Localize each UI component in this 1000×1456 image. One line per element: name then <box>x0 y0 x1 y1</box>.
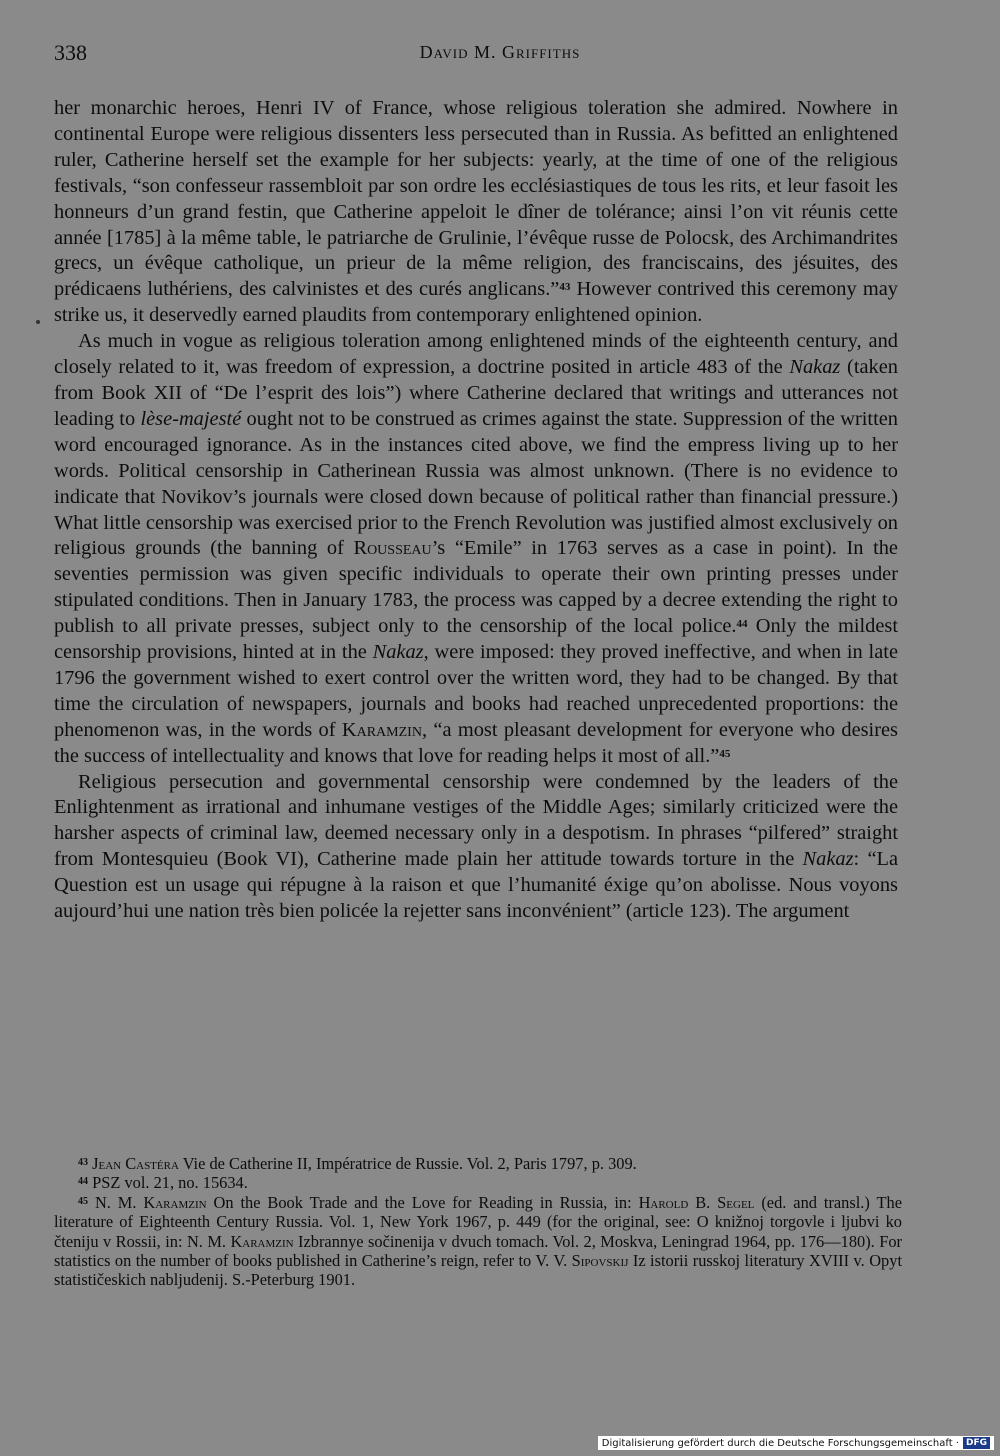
paragraph-1 <box>54 96 898 329</box>
footnote-author: Jean Castéra <box>92 1154 179 1173</box>
digitization-footer <box>598 1436 994 1450</box>
nakaz-title: Nakaz <box>802 848 854 871</box>
paragraph-3 <box>54 770 898 925</box>
footnote-text: Izbrannye sočinenija v dvuch tomach. Vol. 2, Moskva, Leningrad 1964, pp. 176—180). For statistics on the number of books published in Catherine’s reign, refer to V. V. <box>54 1231 902 1271</box>
digitization-note: Digitalisierung gefördert durch die Deutsche Forschungsgemeinschaft · <box>601 1437 959 1449</box>
footnote-author: N. M. Karamzin <box>94 1192 207 1212</box>
footnote-text: On the Book Trade and the Love for Reading in Russia, in: <box>206 1192 639 1212</box>
paragraph-2-text-b: (taken from Book XII of “De l’esprit des lois”) where Catherine declared that writings and utterances not leading to <box>54 356 898 430</box>
nakaz-title: Nakaz <box>372 641 424 664</box>
paragraph-2-text-f: , were imposed: they proved ineffective, and when in late 1796 the government wished to exert control over the written word, they had to be changed. By that time the circulation of newspapers, journals and books had reached unprecedented proportions: the phenomenon was, in the words of <box>54 641 898 741</box>
footnote-author: Harold B. Segel <box>638 1192 755 1212</box>
paragraph-2 <box>54 329 898 769</box>
footnote-author: Karamzin <box>230 1231 294 1251</box>
footnote-44 <box>54 1173 902 1192</box>
nakaz-title: Nakaz <box>789 356 841 379</box>
footnote-text: Vie de Catherine II, Impératrice de Russie. Vol. 2, Paris 1797, p. 309. <box>178 1154 637 1173</box>
paragraph-2-text-a: As much in vogue as religious toleration among enlightened minds of the eighteenth century, and closely related to it, was freedom of expression, a doctrine posited in article 483 of the <box>54 330 898 379</box>
paragraph-1-text-b: However contrived this ceremony may strike us, it deservedly earned plaudits from contemporary enlightened opinion. <box>54 278 898 327</box>
footnote-author: Sipovskij <box>571 1251 629 1271</box>
footnote-43 <box>54 1154 902 1173</box>
dfg-logo: DFG <box>963 1437 990 1449</box>
footnote-ref-45[interactable]: 45 <box>719 747 731 760</box>
rousseau-name: Rousseau <box>353 537 432 560</box>
footnote-45 <box>54 1193 902 1290</box>
footnote-number: 44 <box>78 1176 88 1188</box>
footnote-number: 43 <box>78 1157 88 1168</box>
page-number: 338 <box>54 40 87 65</box>
paragraph-2-text-g: , “a most pleasant development for everyone who desires the success of intellectuality and knows that love for reading helps it most of all.” <box>54 718 898 767</box>
footnote-text: PSZ vol. 21, no. 15634. <box>88 1173 248 1193</box>
lese-majeste: lèse-majesté <box>140 407 242 430</box>
paragraph-2-text-d: ’s “Emile” in 1763 serves as a case in point). In the seventies permission was given specific individuals to operate their own printing presses under stipulated conditions. Then in January 1783, the process was capped by a decree extending the right to publish to all private presses, subject only to the censorship of the local police. <box>54 537 898 638</box>
footnote-text: (ed. and transl.) The literature of Eighteenth Century Russia. Vol. 1, New York 1967, p. 449 (for the original, see: O knižnoj torgovle i ljubvi ko čteniju v Rossii, in: N. M. <box>54 1192 902 1251</box>
paragraph-3-text-b: : “La Question est un usage qui répugne à la raison et que l’humanité éxige qu’on abolisse. Nous voyons aujourd’hui une nation très bien policée la rejetter sans inconvénient” (article 123). The argument <box>54 848 898 923</box>
footnote-ref-43[interactable]: 43 <box>559 281 571 294</box>
karamzin-name: Karamzin <box>341 718 422 741</box>
margin-mark <box>36 320 40 324</box>
body-text <box>54 96 898 925</box>
running-head: David M. Griffiths <box>419 42 581 62</box>
paragraph-2-text-e: Only the mildest censorship provisions, hinted at in the <box>54 615 898 664</box>
paragraph-3-text-a: Religious persecution and governmental censorship were condemned by the leaders of the Enlightenment as irrational and inhumane vestiges of the Middle Ages; similarly criticized were the harsher aspects of criminal law, deemed necessary only in a despotism. In phrases “pilfered” straight from Montesquieu (Book VI), Catherine made plain her attitude towards torture in the <box>54 770 898 871</box>
paragraph-2-text-c: ought not to be construed as crimes against the state. Suppression of the written word encouraged ignorance. As in the instances cited above, we find the empress living up to her words. Political censorship in Catherinean Russia was almost unknown. (There is no evidence to indicate that Novikov’s journals were closed down because of political rather than financial pressure.) What little censorship was exercised prior to the French Revolution was justified almost exclusively on religious grounds (the banning of <box>54 407 898 560</box>
footnote-ref-44[interactable]: 44 <box>736 618 748 631</box>
footnotes <box>54 1154 902 1290</box>
paragraph-1-text-a: her monarchic heroes, Henri IV of France, whose religious toleration she admired. Nowhere in continental Europe were religious dissenters less persecuted than in Russia. As befitted an enlightened ruler, Catherine herself set the example for her subjects: yearly, at the time of one of the religious festivals, “son confesseur rassembloit par son ordre les ecclésiastiques de tous les rits, et leur fasoit les honneurs d’un grand festin, que Catherine appeloit le dîner de tolérance; ainsi l’on vit réunis cette année [1785] à la même table, le patriarche de Grulinie, l’évêque russe de Polocsk, des Archimandrites grecs, un évêque catholique, un prieur de la même religion, des franciscains, des jésuites, des prédicaens luthériens, des calvinistes et des curés anglicans.” <box>54 97 898 301</box>
footnote-number: 45 <box>78 1195 88 1207</box>
footnote-text: Iz istorii russkoj literatury XVIII v. Opyt statističeskich nabljudenij. S.-Peterburg 1901. <box>54 1251 903 1290</box>
